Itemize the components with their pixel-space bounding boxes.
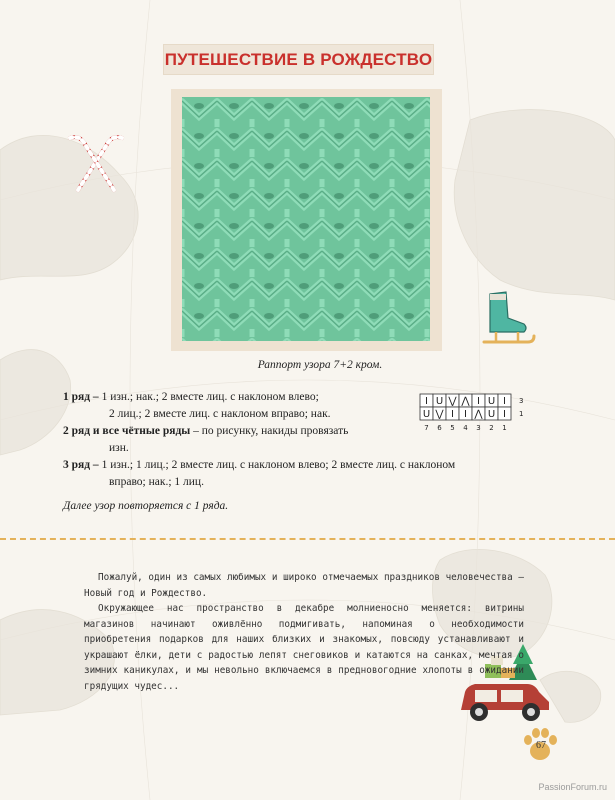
- page-number: 67: [536, 740, 546, 751]
- continue-note: Далее узор повторяется с 1 ряда.: [63, 500, 229, 512]
- row-2-continuation: изн.: [109, 442, 129, 454]
- chart-col-number: 2: [489, 424, 494, 432]
- candy-cane-icon: [66, 128, 128, 194]
- chart-symbol: U: [435, 396, 444, 407]
- chart-symbol: ⋀: [461, 396, 470, 407]
- row-3-label: 3 ряд –: [63, 459, 99, 471]
- swatch-caption: Раппорт узора 7+2 кром.: [257, 359, 383, 371]
- chart-symbol: I: [503, 396, 506, 407]
- chart-symbol: ⋁: [448, 396, 457, 407]
- footer-site: PassionForum.ru: [538, 782, 607, 792]
- chart-symbol: I: [464, 409, 467, 420]
- chart-symbol: I: [477, 396, 480, 407]
- story-paragraph: Пожалуй, один из самых любимых и широко отмечаемых праздников человечества – Новый год и Рождество.: [84, 572, 524, 599]
- chart-col-number: 4: [463, 424, 468, 432]
- row-3-text: 1 изн.; 1 лиц.; 2 вместе лиц. с наклоном влево; 2 вместе лиц. с наклоном: [98, 459, 456, 471]
- row-1-continuation: 2 лиц.; 2 вместе лиц. с наклоном вправо; нак.: [109, 408, 331, 420]
- title-banner: [163, 44, 434, 75]
- chart-col-number: 1: [502, 424, 507, 432]
- knit-texture: [182, 97, 430, 341]
- chart-col-number: 5: [450, 424, 455, 432]
- story-text: [84, 570, 524, 694]
- page-title: ПУТЕШЕСТВИЕ В РОЖДЕСТВО: [164, 49, 433, 69]
- chart-symbol: I: [425, 396, 428, 407]
- chart-row-number: 3: [519, 397, 524, 405]
- chart-symbol: I: [451, 409, 454, 420]
- chart-symbol: U: [422, 409, 431, 420]
- chart-col-number: 7: [424, 424, 429, 432]
- row-2-text: – по рисунку, накиды провязать: [190, 425, 349, 437]
- chart-symbol: U: [487, 396, 496, 407]
- knitting-chart: [418, 392, 536, 440]
- row-3: [63, 457, 533, 474]
- chart-row-number: 1: [519, 410, 524, 418]
- chart-symbol: U: [487, 409, 496, 420]
- story-paragraph: Окружающее нас пространство в декабре молниеносно меняется: витрины магазинов начинают оживлённо подмигивать, напоминая о необходимости приобретения подарков для наших близких и знакомых, повсюду устанавливают и украшают ёлки, дети с радостью лепят снеговиков и катаются на санках, мечтая о зимних каникулах, и мы невольно включаемся в предновогодние хлопоты в ожидании грядущих чудес...: [84, 603, 524, 692]
- row-3-continuation: вправо; нак.; 1 лиц.: [109, 476, 204, 488]
- chart-col-number: 3: [476, 424, 481, 432]
- chart-symbol: I: [503, 409, 506, 420]
- row-1-text: 1 изн.; нак.; 2 вместе лиц. с наклоном влево;: [98, 391, 319, 403]
- knit-swatch-photo: [182, 97, 430, 341]
- ice-skate-icon: [476, 288, 538, 352]
- chart-symbol: ⋁: [435, 409, 444, 420]
- section-divider: [0, 538, 615, 540]
- row-1-label: 1 ряд –: [63, 391, 99, 403]
- chart-col-number: 6: [437, 424, 442, 432]
- chart-symbol: ⋀: [474, 409, 483, 420]
- row-2-label: 2 ряд и все чётные ряды: [63, 425, 191, 437]
